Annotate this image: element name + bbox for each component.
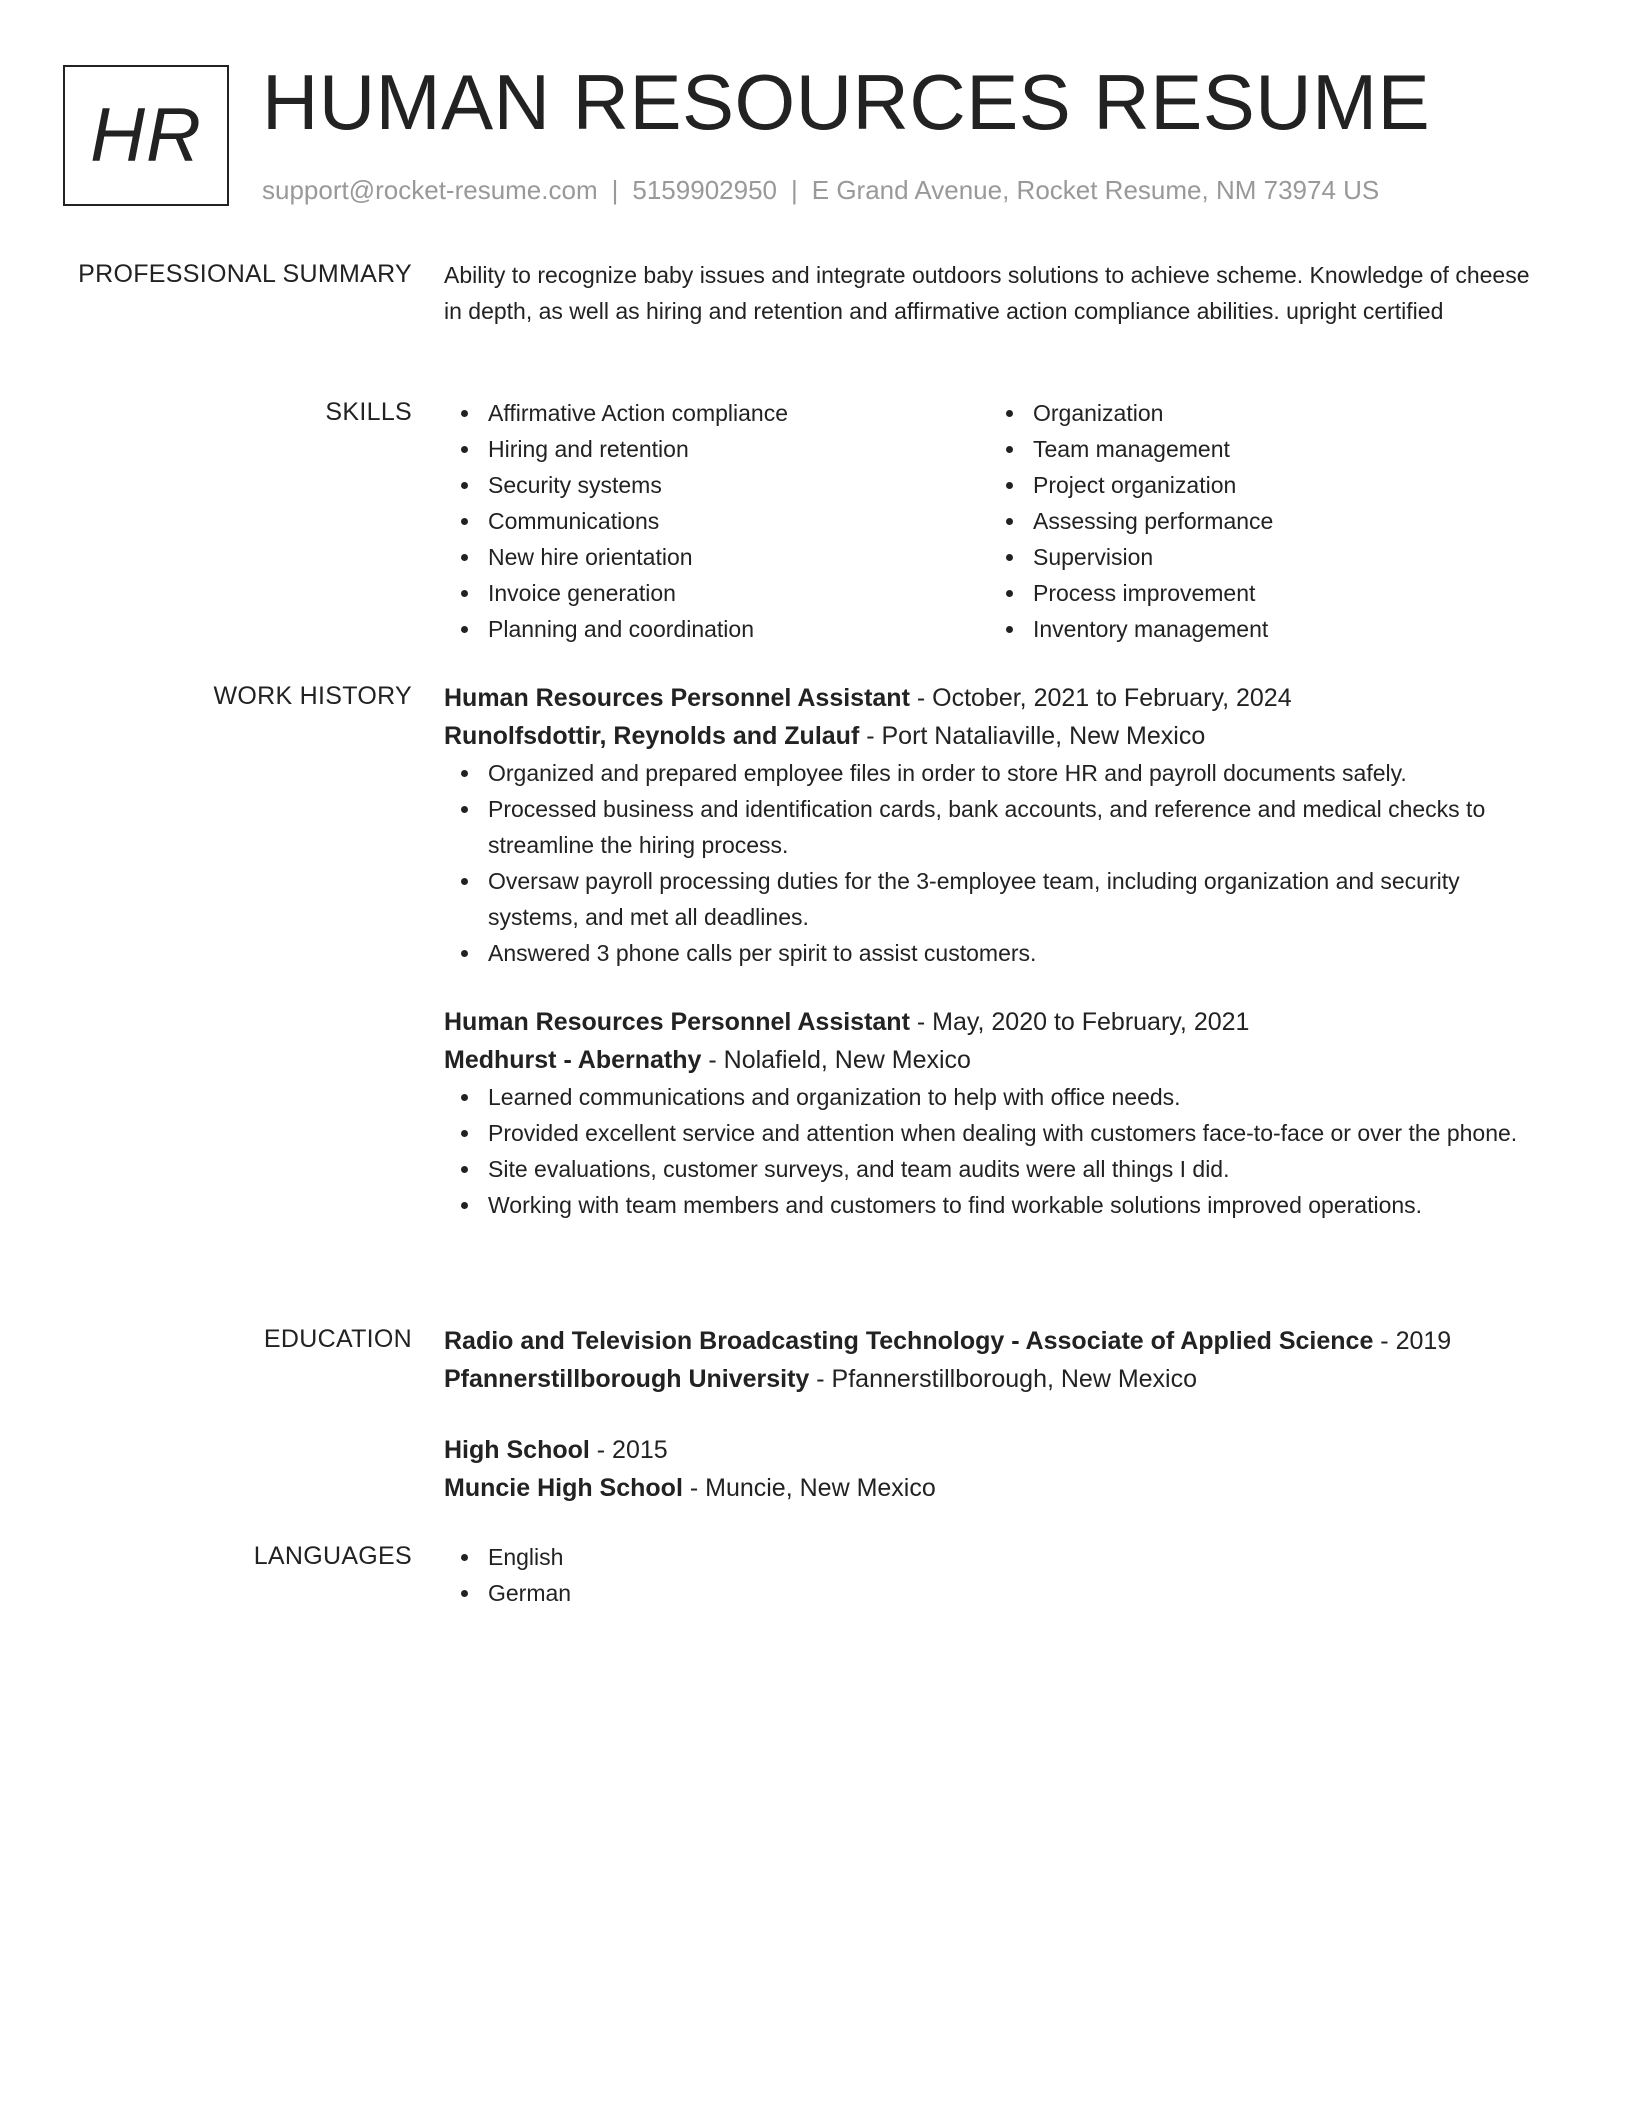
job-bullet: Answered 3 phone calls per spirit to assist customers.: [444, 935, 1534, 971]
skill-item: Process improvement: [989, 575, 1534, 611]
job-title-line: [444, 1003, 1534, 1041]
education-degree: High School: [444, 1436, 590, 1464]
skills-heading: SKILLS: [325, 398, 412, 426]
education-school-line: [444, 1469, 1534, 1507]
job-bullet: Working with team members and customers to find workable solutions improved operations.: [444, 1187, 1534, 1223]
job-dates: - October, 2021 to February, 2024: [909, 684, 1292, 712]
job-bullet: Provided excellent service and attention when dealing with customers face-to-face or over the phone.: [444, 1115, 1534, 1151]
skill-item: Hiring and retention: [444, 431, 989, 467]
monogram-logo: HR: [63, 65, 229, 206]
education-degree-line: [444, 1322, 1534, 1360]
summary-text: Ability to recognize baby issues and integrate outdoors solutions to achieve scheme. Knowledge of cheese in depth, as well as hiring and retention and affirmative action compliance abilities. upright certified: [444, 262, 1530, 324]
education-location: - Muncie, New Mexico: [682, 1474, 936, 1502]
job-location: - Nolafield, New Mexico: [701, 1046, 971, 1074]
job-bullets: [444, 755, 1534, 971]
contact-separator: |: [611, 175, 619, 205]
education-year: - 2015: [589, 1436, 668, 1464]
skill-item: New hire orientation: [444, 539, 989, 575]
language-item: German: [444, 1575, 1534, 1611]
contact-address: E Grand Avenue, Rocket Resume, NM 73974 US: [811, 175, 1380, 205]
skill-item: Team management: [989, 431, 1534, 467]
skill-item: Affirmative Action compliance: [444, 395, 989, 431]
job-bullet: Processed business and identification cards, bank accounts, and reference and medical checks to streamline the hiring process.: [444, 791, 1534, 863]
skill-item: Invoice generation: [444, 575, 989, 611]
languages-heading: LANGUAGES: [253, 1542, 412, 1570]
job-bullet: Site evaluations, customer surveys, and team audits were all things I did.: [444, 1151, 1534, 1187]
skill-item: Assessing performance: [989, 503, 1534, 539]
education-school: Muncie High School: [444, 1474, 683, 1502]
skill-item: Security systems: [444, 467, 989, 503]
language-item: English: [444, 1539, 1534, 1575]
job-bullet: Oversaw payroll processing duties for the 3-employee team, including organization and security systems, and met all deadlines.: [444, 863, 1534, 935]
job-title: Human Resources Personnel Assistant: [444, 1008, 910, 1036]
education-entry: [444, 1431, 1534, 1507]
skill-item: Planning and coordination: [444, 611, 989, 647]
education-entry: [444, 1322, 1534, 1398]
job-entry: [444, 679, 1534, 971]
skills-list-left: [444, 395, 989, 647]
job-title: Human Resources Personnel Assistant: [444, 684, 910, 712]
contact-line: [262, 173, 1379, 207]
work-history-heading: WORK HISTORY: [213, 682, 412, 710]
job-bullet: Organized and prepared employee files in order to store HR and payroll documents safely.: [444, 755, 1534, 791]
contact-separator: |: [791, 175, 798, 205]
education-year: - 2019: [1373, 1327, 1452, 1355]
summary-heading: PROFESSIONAL SUMMARY: [78, 260, 412, 288]
education-location: - Pfannerstillborough, New Mexico: [809, 1365, 1198, 1393]
education-school-line: [444, 1360, 1534, 1398]
job-title-line: [444, 679, 1534, 717]
contact-phone[interactable]: 5159902950: [632, 175, 777, 205]
job-company: Medhurst - Abernathy: [444, 1046, 702, 1074]
job-company-line: [444, 1041, 1534, 1079]
job-company-line: [444, 717, 1534, 755]
job-bullets: [444, 1079, 1534, 1223]
languages-list: [444, 1539, 1534, 1611]
education-degree-line: [444, 1431, 1534, 1469]
skill-item: Organization: [989, 395, 1534, 431]
job-entry: [444, 1003, 1534, 1223]
skill-item: Supervision: [989, 539, 1534, 575]
skill-item: Inventory management: [989, 611, 1534, 647]
skills-list-right: [989, 395, 1534, 647]
job-bullet: Learned communications and organization to help with office needs.: [444, 1079, 1534, 1115]
education-school: Pfannerstillborough University: [444, 1365, 810, 1393]
job-company: Runolfsdottir, Reynolds and Zulauf: [444, 722, 860, 750]
resume-title: HUMAN RESOURCES RESUME: [262, 58, 1431, 146]
skill-item: Project organization: [989, 467, 1534, 503]
job-dates: - May, 2020 to February, 2021: [909, 1008, 1250, 1036]
jobs-container: [444, 679, 1534, 1223]
education-heading: EDUCATION: [263, 1325, 412, 1353]
education-degree: Radio and Television Broadcasting Technology - Associate of Applied Science: [444, 1327, 1374, 1355]
contact-email[interactable]: support@rocket-resume.com: [262, 175, 598, 205]
skill-item: Communications: [444, 503, 989, 539]
job-location: - Port Nataliaville, New Mexico: [859, 722, 1206, 750]
education-container: [444, 1322, 1534, 1507]
